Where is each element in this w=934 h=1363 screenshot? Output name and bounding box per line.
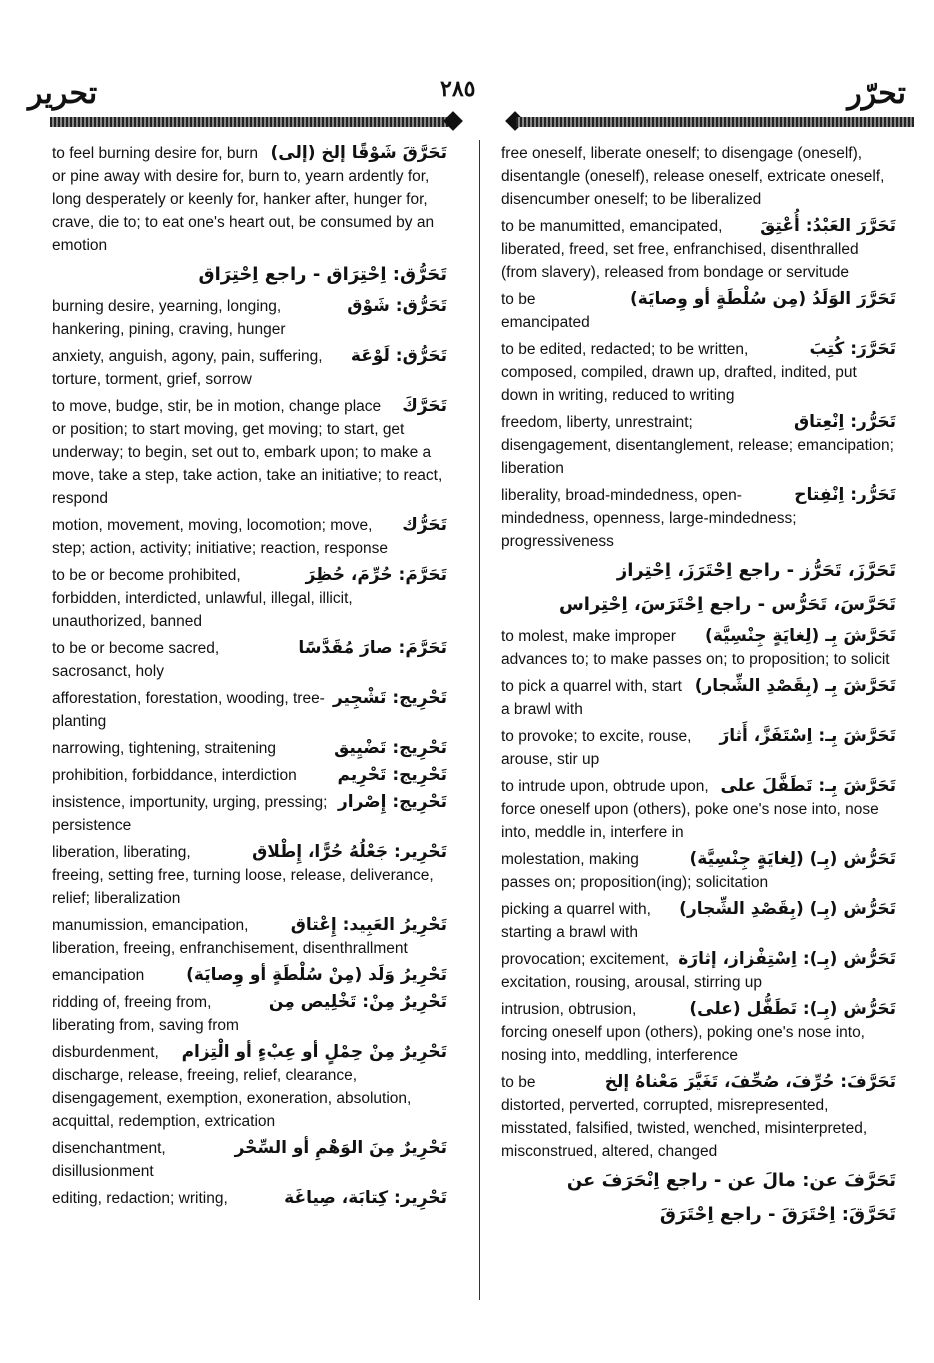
- arabic-headword: تَحْرِيرٌ مِنْ: تَخْلِيص مِن: [268, 992, 447, 1012]
- cross-reference-line: تَحَرَّسَ، تَحَرُّس - راجع اِحْتَرَسَ، اِحْتِراس: [558, 594, 896, 615]
- english-definition: to be distorted, perverted, corrupted, misrepresented, misstated, falsified, twisted, wenched, misinterpreted, misconstrued, altered, changed: [501, 1074, 868, 1160]
- english-definition: to move, budge, stir, be in motion, change place or position; to start moving, get moving; to start, get underway; to begin, set out to, embark upon; to make a move, take a step, take action, take an initiative; to react, respond: [52, 398, 443, 507]
- left-running-headword: تحرير: [28, 76, 98, 111]
- dictionary-entry: [52, 1187, 447, 1210]
- header-rule-left: [50, 117, 450, 127]
- left-column: [52, 142, 447, 1214]
- cross-reference-line: تَحَرَّفَ عن: مالَ عن - راجع اِنْحَرَفَ عن: [566, 1170, 896, 1191]
- page-header: [0, 70, 934, 120]
- arabic-headword: تَحْرِيرُ العَبِيد: إِعْتاق: [290, 915, 447, 935]
- dictionary-entry: [52, 295, 447, 341]
- cross-reference-line: تَحَرَّقَ: اِحْتَرَقَ - راجع اِحْتَرَقَ: [659, 1204, 896, 1225]
- dictionary-entry: [52, 791, 447, 837]
- arabic-headword: تَحَرُّش (بِـ): تَطَفُّل (على): [689, 999, 896, 1019]
- dictionary-entry: [501, 1071, 896, 1163]
- right-column: [501, 142, 896, 1235]
- dictionary-entry: [501, 848, 896, 894]
- english-definition: molestation, making passes on; proposition(ing); solicitation: [501, 851, 769, 891]
- dictionary-entry: [52, 991, 447, 1037]
- english-definition: to provoke; to excite, rouse, arouse, stir up: [501, 728, 692, 768]
- english-definition: editing, redaction; writing,: [52, 1190, 228, 1207]
- dictionary-entry: [52, 687, 447, 733]
- header-rule-right: [516, 117, 914, 127]
- arabic-headword: تَحْرِيرٌ مِنْ حِمْلٍ أو عِبْءٍ أو الْتِزام: [181, 1042, 447, 1062]
- dictionary-entry: [501, 142, 896, 211]
- english-definition: disenchantment, disillusionment: [52, 1140, 166, 1180]
- english-definition: liberality, broad-mindedness, open-mindedness, openness, large-mindedness; progressiveness: [501, 487, 797, 550]
- english-definition: to be emancipated: [501, 291, 590, 331]
- arabic-headword: تَحَرَّكَ: [402, 396, 447, 416]
- arabic-headword: تَحْرِير: جَعْلُهُ حُرًّا، إِطْلاق: [252, 842, 447, 862]
- arabic-headword: تَحْرِير: كِتابَة، صِياغَة: [284, 1188, 447, 1208]
- dictionary-entry: [501, 215, 896, 284]
- dictionary-entry: [501, 411, 896, 480]
- dictionary-entry: [501, 775, 896, 844]
- dictionary-entry: [501, 338, 896, 407]
- english-definition: to be edited, redacted; to be written, composed, compiled, drawn up, drafted, indited, put down in writing, reduced to writing: [501, 341, 857, 404]
- arabic-headword: تَحَرُّش (بِـ): اِسْتِفْزاز، إثارَة: [678, 949, 896, 969]
- english-definition: burning desire, yearning, longing, hankering, pining, craving, hunger: [52, 298, 286, 338]
- page-number: ٢٨٥: [440, 76, 476, 102]
- arabic-headword: تَحَرَّشَ بِـ (بِقَصْدِ الشِّجار): [694, 676, 896, 696]
- arabic-headword: تَحْرِيج: إِصْرار: [337, 792, 447, 812]
- dictionary-entry: [501, 725, 896, 771]
- dictionary-entry: [52, 914, 447, 960]
- arabic-headword: تَحَرُّر: اِنْعِتاق: [793, 412, 896, 432]
- dictionary-entry: [52, 637, 447, 683]
- arabic-headword: تَحَرَّشَ بِـ: تَطَفَّلَ على: [720, 776, 896, 796]
- english-definition: narrowing, tightening, straitening: [52, 740, 277, 757]
- english-definition: picking a quarrel with, starting a brawl with: [501, 901, 651, 941]
- arabic-headword: تَحَرُّش (بِـ) (بِقَصْدِ الشِّجار): [679, 899, 896, 919]
- dictionary-entry: [52, 142, 447, 257]
- dictionary-entry: [52, 1137, 447, 1183]
- dictionary-entry: [52, 514, 447, 560]
- dictionary-entry: [501, 998, 896, 1067]
- dictionary-entry: [501, 484, 896, 553]
- dictionary-entry: [52, 764, 447, 787]
- arabic-headword: تَحَرَّمَ: صارَ مُقَدَّسًا: [298, 638, 447, 658]
- arabic-headword: تَحَرَّرَ العَبْدُ: أُعْتِقَ: [760, 216, 896, 236]
- arabic-headword: تَحَرَّرَ الوَلَدُ (مِن سُلْطَةٍ أو وِصايَة): [629, 289, 896, 309]
- dictionary-entry: [501, 898, 896, 944]
- arabic-headword: تَحَرَّرَ: كُتِبَ: [809, 339, 896, 359]
- arabic-headword: تَحْرِيرُ وَلَد (مِنْ سُلْطَةٍ أو وِصايَة): [186, 965, 447, 985]
- english-definition: insistence, importunity, urging, pressing; persistence: [52, 794, 328, 834]
- arabic-headword: تَحَرَّشَ بِـ (لِغايَةٍ جِنْسِيَّة): [705, 626, 896, 646]
- dictionary-entry: [501, 948, 896, 994]
- arabic-headword: تَحْرِيج: تَضْيِيق: [334, 738, 447, 758]
- english-definition: to be or become sacred, sacrosanct, holy: [52, 640, 220, 680]
- english-definition: to be manumitted, emancipated, liberated, freed, set free, enfranchised, disenthralled (from slavery), released from bondage or servitude: [501, 218, 859, 281]
- arabic-headword: تَحَرُّك: [402, 515, 447, 535]
- arabic-headword: تَحَرَّشَ بِـ: اِسْتَفَزَّ، أَثارَ: [719, 726, 896, 746]
- arabic-headword: تَحَرَّمَ: حُرِّمَ، حُظِرَ: [305, 565, 447, 585]
- arabic-headword: تَحَرَّقَ شَوْقًا إلخ (إلى): [270, 143, 447, 163]
- english-definition: intrusion, obtrusion, forcing oneself upon (others), poking one's nose into, nosing into, meddling, interference: [501, 1001, 865, 1064]
- arabic-headword: تَحْرِيج: تَشْجِير: [332, 688, 447, 708]
- right-running-headword: تحرّر: [847, 76, 906, 111]
- cross-reference-line: تَحَرَّزَ، تَحَرُّز - راجع اِحْتَرَزَ، اِحْتِراز: [616, 560, 896, 581]
- arabic-headword: تَحَرَّفَ: حُرِّفَ، صُحِّفَ، تَغَيَّرَ مَعْناهُ إلخ: [604, 1072, 896, 1092]
- cross-reference-line: تَحَرُّق: اِحْتِرَاق - راجع اِحْتِرَاق: [198, 264, 447, 285]
- english-definition: prohibition, forbiddance, interdiction: [52, 767, 297, 784]
- dictionary-entry: [52, 737, 447, 760]
- english-definition: freedom, liberty, unrestraint; disengagement, disentanglement, release; emancipation; liberation: [501, 414, 894, 477]
- arabic-headword: تَحَرُّر: اِنْفِتاح: [794, 485, 896, 505]
- arabic-headword: تَحَرُّق: لَوْعَة: [350, 346, 447, 366]
- arabic-headword: تَحْرِيج: تَحْرِيم: [337, 765, 447, 785]
- column-divider: [479, 140, 480, 1300]
- dictionary-entry: [52, 1041, 447, 1133]
- dictionary-entry: [52, 345, 447, 391]
- dictionary-entry: [501, 625, 896, 671]
- dictionary-entry: [52, 841, 447, 910]
- english-definition: afforestation, forestation, wooding, tree-planting: [52, 690, 325, 730]
- english-definition: to intrude upon, obtrude upon, force oneself upon (others), poke one's nose into, nose into, meddle in, interfere in: [501, 778, 879, 841]
- dictionary-entry: [52, 564, 447, 633]
- english-definition: manumission, emancipation, liberation, freeing, enfranchisement, disenthrallment: [52, 917, 408, 957]
- english-definition: to molest, make improper advances to; to make passes on; to proposition; to solicit: [501, 628, 890, 668]
- english-definition: free oneself, liberate oneself; to disengage (oneself), disentangle (oneself), release oneself, extricate oneself, disencumber oneself; to be liberalized: [501, 145, 885, 208]
- english-definition: anxiety, anguish, agony, pain, suffering, torture, torment, grief, sorrow: [52, 348, 323, 388]
- arabic-headword: تَحَرُّش (بِـ) (لِغايَةٍ جِنْسِيَّة): [689, 849, 896, 869]
- dictionary-entry: [501, 675, 896, 721]
- english-definition: motion, movement, moving, locomotion; move, step; action, activity; initiative; reaction, response: [52, 517, 388, 557]
- arabic-headword: تَحَرُّق: شَوْق: [347, 296, 447, 316]
- english-definition: liberation, liberating, freeing, setting free, turning loose, release, deliverance, relief; liberalization: [52, 844, 434, 907]
- dictionary-entry: [501, 288, 896, 334]
- english-definition: to pick a quarrel with, start a brawl with: [501, 678, 682, 718]
- english-definition: to be or become prohibited, forbidden, interdicted, unlawful, illegal, illicit, unauthorized, banned: [52, 567, 353, 630]
- english-definition: provocation; excitement, excitation, rousing, arousal, stirring up: [501, 951, 763, 991]
- arabic-headword: تَحْرِيرٌ مِنَ الوَهْمِ أو السِّحْر: [234, 1138, 447, 1158]
- dictionary-entry: [52, 964, 447, 987]
- english-definition: to feel burning desire for, burn or pine away with desire for, burn to, yearn ardently for, long desperately or keenly for, hanker after, hunger for, crave, die to; to eat one's heart out, be consumed by an emotion: [52, 145, 435, 254]
- english-definition: disburdenment, discharge, release, freeing, relief, clearance, disengagement, exemption, exoneration, absolution, acquittal, redemption, extrication: [52, 1044, 412, 1130]
- english-definition: ridding of, freeing from, liberating from, saving from: [52, 994, 239, 1034]
- dictionary-entry: [52, 395, 447, 510]
- english-definition: emancipation: [52, 967, 145, 984]
